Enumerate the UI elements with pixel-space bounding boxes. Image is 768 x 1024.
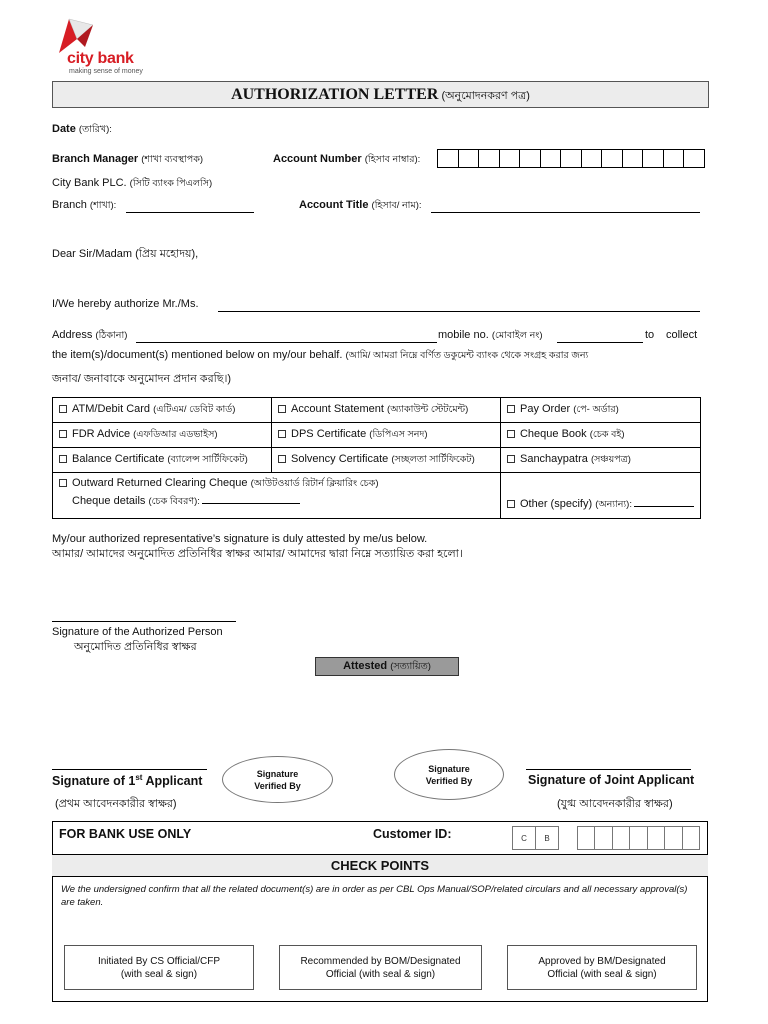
- item-outward-cheque[interactable]: Outward Returned Clearing Cheque (আউটওয়ার্ড রিটার্ন ক্লিয়ারিং চেক) Cheque details (চেক বিবরণ):: [53, 473, 501, 519]
- account-title-field[interactable]: [431, 212, 700, 213]
- checkbox-icon[interactable]: [507, 405, 515, 413]
- checkbox-icon[interactable]: [278, 430, 286, 438]
- item-account-statement[interactable]: Account Statement (অ্যাকাউন্ট স্টেটমেন্ট): [272, 398, 501, 423]
- item-balance[interactable]: Balance Certificate (ব্যালেন্স সার্টিফিকেট): [53, 448, 272, 473]
- account-title-label: Account Title (হিসাব/ নাম):: [299, 199, 422, 211]
- mobile-field[interactable]: [557, 342, 643, 343]
- items-intro: the item(s)/document(s) mentioned below on my/our behalf. (আমি/ আমরা নিম্নে বর্ণিত ডকুমেন্ট ব্যাংক থেকে সংগ্রহ করার জন্য: [52, 349, 589, 361]
- documents-table: [52, 397, 701, 519]
- account-number-field[interactable]: [437, 149, 705, 168]
- attest-statement-bangla: আমার/ আমাদের অনুমোদিত প্রতিনিধির স্বাক্ষর আমার/ আমাদের দ্বারা নিম্নে সত্যায়িত করা হলো।: [52, 548, 463, 560]
- joint-applicant-bangla: (যুগ্ম আবেদনকারীর স্বাক্ষর): [557, 798, 673, 810]
- customer-id-prefix: C B: [512, 826, 559, 850]
- checkbox-icon[interactable]: [507, 430, 515, 438]
- check-points-header: CHECK POINTS: [52, 854, 708, 877]
- checkbox-icon[interactable]: [507, 500, 515, 508]
- brand-tagline: making sense of money: [69, 68, 143, 75]
- authorized-signature-bangla: অনুমোদিত প্রতিনিধির স্বাক্ষর: [74, 641, 197, 653]
- joint-applicant-signature-line[interactable]: [526, 769, 691, 770]
- title-bangla: (অনুমোদনকরণ পত্র): [441, 90, 530, 102]
- cheque-details-field[interactable]: [202, 503, 300, 504]
- branch-manager-label: Branch Manager (শাখা ব্যবস্থাপক): [52, 153, 204, 165]
- signature-verified-stamp: Signature Verified By: [222, 756, 333, 803]
- first-applicant-label: Signature of 1st Applicant: [52, 773, 203, 789]
- customer-id-label: Customer ID:: [373, 827, 452, 841]
- checkbox-icon[interactable]: [59, 405, 67, 413]
- address-label: Address (ঠিকানা): [52, 329, 128, 341]
- checkbox-icon[interactable]: [59, 430, 67, 438]
- date-label: Date (তারিখ):: [52, 123, 112, 135]
- first-applicant-bangla: (প্রথম আবেদনকারীর স্বাক্ষর): [55, 798, 177, 810]
- initiated-by-box[interactable]: Initiated By CS Official/CFP (with seal & sign): [64, 945, 254, 990]
- title-main: AUTHORIZATION LETTER: [231, 86, 439, 103]
- attest-statement: My/our authorized representative’s signature is duly attested by me/us below.: [52, 533, 428, 545]
- branch-field[interactable]: [126, 212, 254, 213]
- checkbox-icon[interactable]: [278, 405, 286, 413]
- items-intro-bangla: জনাব/ জনাবাকে অনুমোদন প্রদান করছি।): [52, 373, 232, 385]
- customer-id-field[interactable]: [577, 826, 700, 850]
- branch-label: Branch (শাখা):: [52, 199, 117, 211]
- salutation: Dear Sir/Madam (প্রিয় মহোদয়),: [52, 248, 199, 260]
- brand-name: city bank: [67, 50, 134, 67]
- item-solvency[interactable]: Solvency Certificate (সচ্ছলতা সার্টিফিকেট): [272, 448, 501, 473]
- item-sanchaypatra[interactable]: Sanchaypatra (সঞ্চয়পত্র): [500, 448, 700, 473]
- attested-bar: Attested (সত্যায়িত): [315, 657, 459, 676]
- signature-verified-stamp: Signature Verified By: [394, 749, 504, 800]
- first-applicant-signature-line[interactable]: [52, 769, 207, 770]
- item-atm[interactable]: ATM/Debit Card (এটিএম/ ডেবিট কার্ড): [53, 398, 272, 423]
- mobile-label: mobile no. (মোবাইল নং): [438, 329, 543, 341]
- authorized-signature-line[interactable]: [52, 621, 236, 622]
- confirmation-text: We the undersigned confirm that all the related document(s) are in order as per CBL Ops Manual/SOP/related circulars and all necessary approval(s) are taken.: [61, 884, 688, 908]
- to-text: to: [645, 329, 655, 341]
- checkbox-icon[interactable]: [507, 455, 515, 463]
- account-number-label: Account Number (হিসাব নাম্বার):: [273, 153, 421, 165]
- bank-use-title: FOR BANK USE ONLY: [59, 827, 192, 841]
- checkbox-icon[interactable]: [278, 455, 286, 463]
- item-other[interactable]: Other (specify) (অন্যান্য):: [500, 473, 700, 519]
- item-cheque-book[interactable]: Cheque Book (চেক বই): [500, 423, 700, 448]
- letter-title: [52, 81, 709, 108]
- authorize-text: I/We hereby authorize Mr./Ms.: [52, 298, 199, 310]
- approved-by-box[interactable]: Approved by BM/Designated Official (with seal & sign): [507, 945, 697, 990]
- collect-text: collect: [666, 329, 698, 341]
- other-specify-field[interactable]: [634, 506, 694, 507]
- representative-name-field[interactable]: [218, 311, 700, 312]
- checkbox-icon[interactable]: [59, 455, 67, 463]
- joint-applicant-label: Signature of Joint Applicant: [528, 773, 695, 787]
- item-pay-order[interactable]: Pay Order (পে- অর্ডার): [500, 398, 700, 423]
- recommended-by-box[interactable]: Recommended by BOM/Designated Official (with seal & sign): [279, 945, 482, 990]
- address-field[interactable]: [136, 342, 437, 343]
- city-bank-label: City Bank PLC. (সিটি ব্যাংক পিএলসি): [52, 177, 213, 189]
- authorized-signature-label: Signature of the Authorized Person: [52, 626, 223, 638]
- item-dps[interactable]: DPS Certificate (ডিপিএস সনদ): [272, 423, 501, 448]
- item-fdr[interactable]: FDR Advice (এফডিআর এডভাইস): [53, 423, 272, 448]
- checkbox-icon[interactable]: [59, 479, 67, 487]
